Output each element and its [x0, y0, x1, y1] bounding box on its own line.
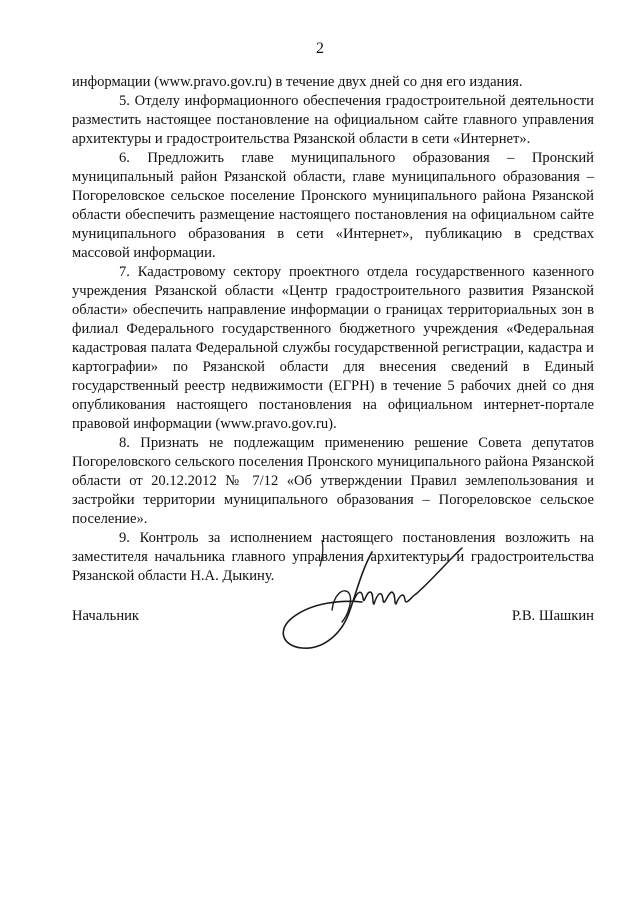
item-text: Отделу информационного обеспечения градостроительной деятельности разместить настоящее постановление на официальном сайте главного управления архитектуры и градостроительства Рязанской области в сети «Интернет». [72, 93, 594, 147]
document-body [72, 73, 594, 586]
item-text: Признать не подлежащим применению решение Совета депутатов Погореловского сельского поселения Пронского муниципального района Рязанской области от 20.12.2012 № 7/12 «Об утверждении Правил землепользования и застройки территории муниципального образования – Погореловское сельское поселение». [72, 435, 594, 527]
item-text: Предложить главе муниципального образования – Пронский муниципальный район Рязанской области, главе муниципального образования – Погореловское сельское поселение Пронского муниципального района Рязанской области обеспечить размещение настоящего постановления на официальном сайте муниципального образования в сети «Интернет», публикацию в средствах массовой информации. [72, 150, 594, 261]
item-7 [72, 263, 594, 434]
item-number: 7. [119, 264, 130, 280]
item-number: 6. [119, 150, 130, 166]
page-number: 2 [316, 40, 324, 57]
item-text: Кадастровому сектору проектного отдела государственного казенного учреждения Рязанской области «Центр градостроительного развития Рязанской области» обеспечить направление информации о границах территориальных зон в филиал Федерального государственного бюджетного учреждения «Федеральная кадастровая палата Федеральной службы государственной регистрации, кадастра и картографии» по Рязанской области для внесения сведений в Единый государственный реестр недвижимости (ЕГРН) в течение 5 рабочих дней со дня опубликования настоящего постановления на официальном интернет-портале правовой информации (www.pravo.gov.ru). [72, 264, 594, 432]
continuation-paragraph: информации (www.pravo.gov.ru) в течение двух дней со дня его издания. [72, 74, 523, 90]
item-number: 5. [119, 93, 130, 109]
item-text: Контроль за исполнением настоящего постановления возложить на заместителя начальника главного управления архитектуры и градостроительства Рязанской области Н.А. Дыкину. [72, 530, 594, 584]
item-5 [72, 92, 594, 149]
item-8 [72, 434, 594, 529]
signatory-name: Р.В. Шашкин [511, 608, 594, 624]
signatory-title: Начальник [72, 608, 140, 624]
item-number: 9. [119, 530, 130, 546]
item-6 [72, 149, 594, 263]
signature-block [72, 600, 594, 720]
handwritten-signature [262, 540, 512, 660]
item-number: 8. [119, 435, 130, 451]
